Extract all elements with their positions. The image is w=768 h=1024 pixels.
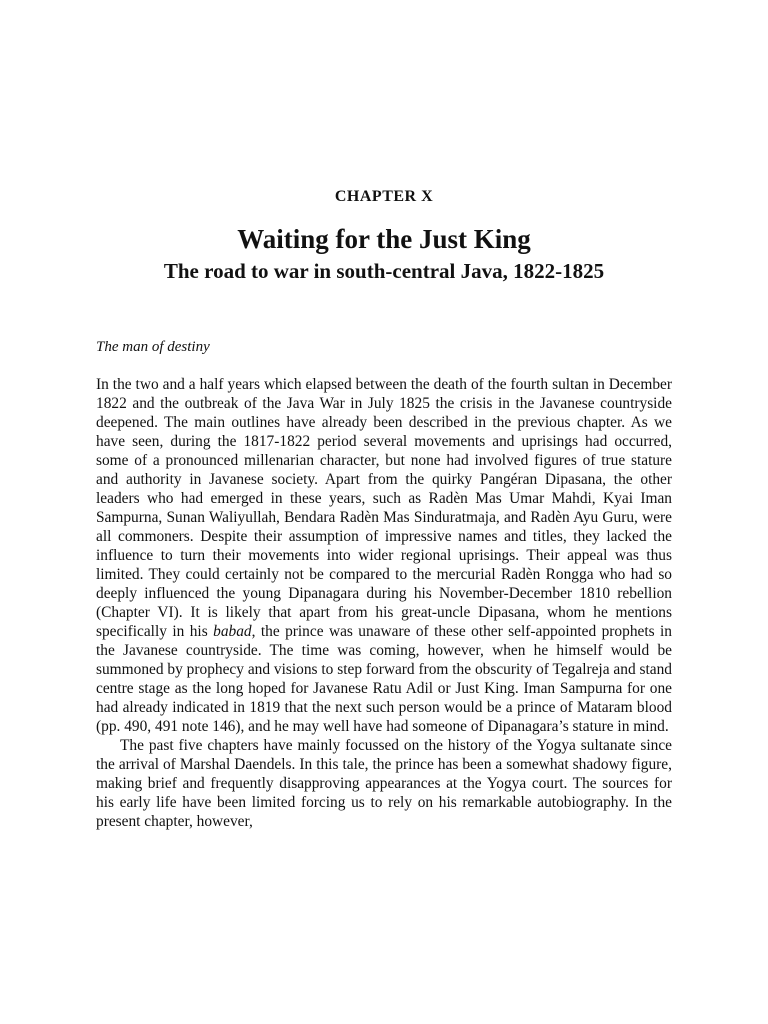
body-text xyxy=(96,375,672,831)
paragraph-1-part1: In the two and a half years which elapsed between the death of the fourth sultan in December 1822 and the outbreak of the Java War in July 1825 the crisis in the Javanese countryside deepened. The main outlines have already been described in the previous chapter. As we have seen, during the 1817-1822 period several movements and uprisings had occurred, some of a pronounced millenarian character, but none had involved figures of true stature and authority in Javanese society. Apart from the quirky Pangéran Dipasana, the other leaders who had emerged in these years, such as Radèn Mas Umar Mahdi, Kyai Iman Sampurna, Sunan Waliyullah, Bendara Radèn Mas Sinduratmaja, and Radèn Ayu Guru, were all commoners. Despite their assumption of impressive names and titles, they lacked the influence to turn their movements into wider regional uprisings. Their appeal was thus limited. They could certainly not be compared to the mercurial Radèn Rongga who had so deeply influenced the young Dipanagara during his November-December 1810 rebellion (Chapter VI). It is likely that apart from his great-uncle Dipasana, whom he mentions specifically in his xyxy=(96,376,672,640)
paragraph-1 xyxy=(96,375,672,736)
section-heading: The man of destiny xyxy=(96,339,210,355)
paragraph-1-part2: , the prince was unaware of these other self-appointed prophets in the Javanese countryside. The time was coming, however, when he himself would be summoned by prophecy and visions to step forward from the obscurity of Tegalreja and stand centre stage as the long hoped for Javanese Ratu Adil or Just King. Iman Sampurna for one had already indicated in 1819 that the next such person would be a prince of Mataram blood (pp. 490, 491 note 146), and he may well have had someone of Dipanagara’s stature in mind. xyxy=(96,623,673,735)
chapter-label: CHAPTER X xyxy=(334,188,434,205)
paragraph-1-italic-term: babad xyxy=(213,623,252,640)
chapter-title: Waiting for the Just King xyxy=(237,224,531,254)
paragraph-2: The past five chapters have mainly focussed on the history of the Yogya sultanate since the arrival of Marshal Daendels. In this tale, the prince has been a somewhat shadowy figure, making brief and frequently disapproving appearances at the Yogya court. The sources for his early life have been limited forcing us to rely on his remarkable autobiography. In the present chapter, however, xyxy=(96,737,672,830)
chapter-subtitle: The road to war in south-central Java, 1822-1825 xyxy=(163,259,605,283)
book-page xyxy=(96,0,672,1024)
